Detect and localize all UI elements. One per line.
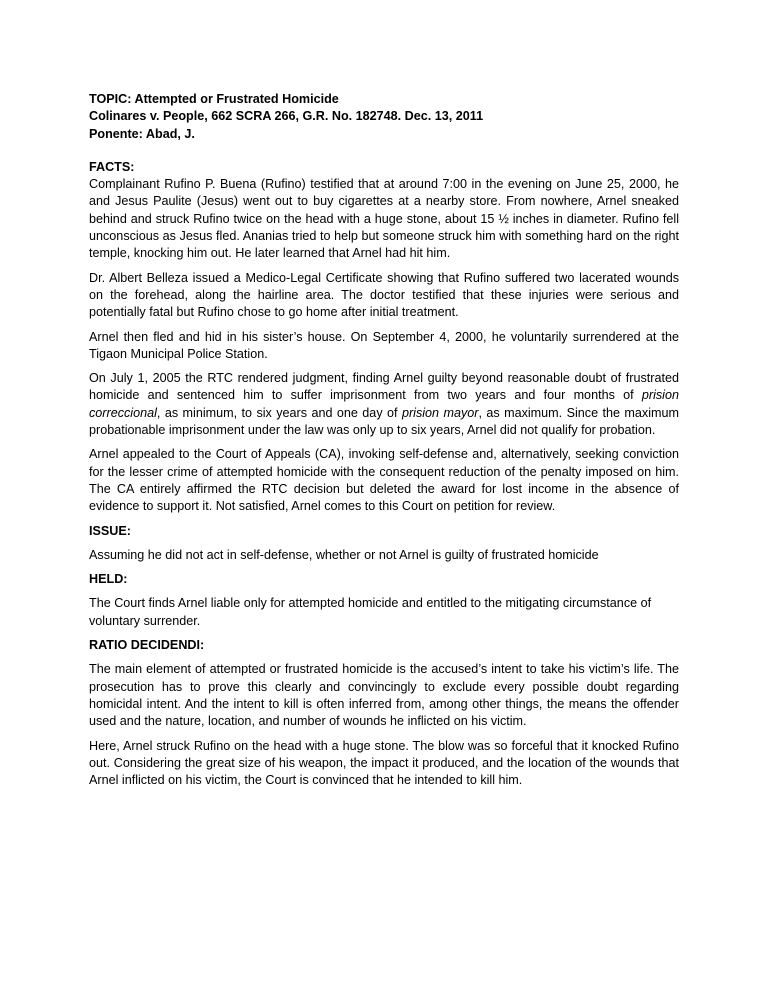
topic-line: TOPIC: Attempted or Frustrated Homicide — [89, 92, 339, 106]
held-heading: HELD: — [89, 572, 128, 587]
case-citation: Colinares v. People, 662 SCRA 266, G.R. No. 182748. Dec. 13, 2011 — [89, 109, 484, 124]
case-digest — [89, 91, 679, 789]
facts-p4-term-prision-correccional: prision correccional — [89, 388, 679, 420]
ratio-heading: RATIO DECIDENDI: — [89, 638, 205, 653]
issue-text: Assuming he did not act in self-defense, whether or not Arnel is guilty of frustrated homicide — [89, 547, 599, 562]
ratio-paragraph-1: The main element of attempted or frustrated homicide is the accused’s intent to take his victim’s life. The prosecution has to prove this clearly and convincingly to exclude every possible doubt regarding homicidal intent. And the intent to kill is often inferred from, among other things, the means the offender used and the nature, location, and number of wounds he inflicted on his victim. — [89, 662, 679, 729]
ponente-line: Ponente: Abad, J. — [89, 126, 195, 141]
facts-p4-text-c: , as maximum. Since the maximum probationable imprisonment under the law was only up to six years, Arnel did not qualify for probation. — [89, 405, 679, 438]
held-text: The Court finds Arnel liable only for attempted homicide and entitled to the mitigating circumstance of voluntary surrender. — [89, 596, 652, 628]
facts-paragraph-5: Arnel appealed to the Court of Appeals (CA), invoking self-defense and, alternatively, seeking conviction for the lesser crime of attempted homicide with the consequent reduction of the penalty imposed on him. The CA entirely affirmed the RTC decision but deleted the award for lost income in the absence of evidence to support it. Not satisfied, Arnel comes to this Court on petition for review. — [89, 447, 679, 514]
facts-paragraph-2: Dr. Albert Belleza issued a Medico-Legal Certificate showing that Rufino suffered two lacerated wounds on the forehead, along the hairline area. The doctor testified that these injuries were serious and potentially fatal but Rufino chose to go home after initial treatment. — [89, 270, 679, 320]
facts-p4-text-b: , as minimum, to six years and one day of — [156, 405, 402, 420]
facts-heading: FACTS: — [89, 159, 135, 174]
facts-paragraph-1: Complainant Rufino P. Buena (Rufino) testified that at around 7:00 in the evening on June 25, 2000, he and Jesus Paulite (Jesus) went out to buy cigarettes at a nearby store. From nowhere, Arnel sneaked behind and struck Rufino twice on the head with a huge stone, about 15 ½ inches in diameter. Rufino fell unconscious as Jesus fled. Ananias tried to help but someone struck him with something hard on the right temple, knocking him out. He later learned that Arnel had hit him. — [89, 177, 679, 261]
facts-p4-term-prision-mayor: prision mayor — [401, 405, 479, 420]
facts-paragraph-4 — [89, 370, 679, 439]
ratio-paragraph-2: Here, Arnel struck Rufino on the head with a huge stone. The blow was so forceful that it knocked Rufino out. Considering the great size of his weapon, the impact it produced, and the location of the wounds that Arnel inflicted on his victim, the Court is convinced that he intended to kill him. — [89, 738, 679, 788]
issue-heading: ISSUE: — [89, 523, 131, 538]
facts-paragraph-3: Arnel then fled and hid in his sister’s house. On September 4, 2000, he voluntarily surrendered at the Tigaon Municipal Police Station. — [89, 329, 679, 361]
facts-p4-text-a: On July 1, 2005 the RTC rendered judgment, finding Arnel guilty beyond reasonable doubt of frustrated homicide and sentenced him to suffer imprisonment from two years and four months of — [89, 371, 679, 403]
